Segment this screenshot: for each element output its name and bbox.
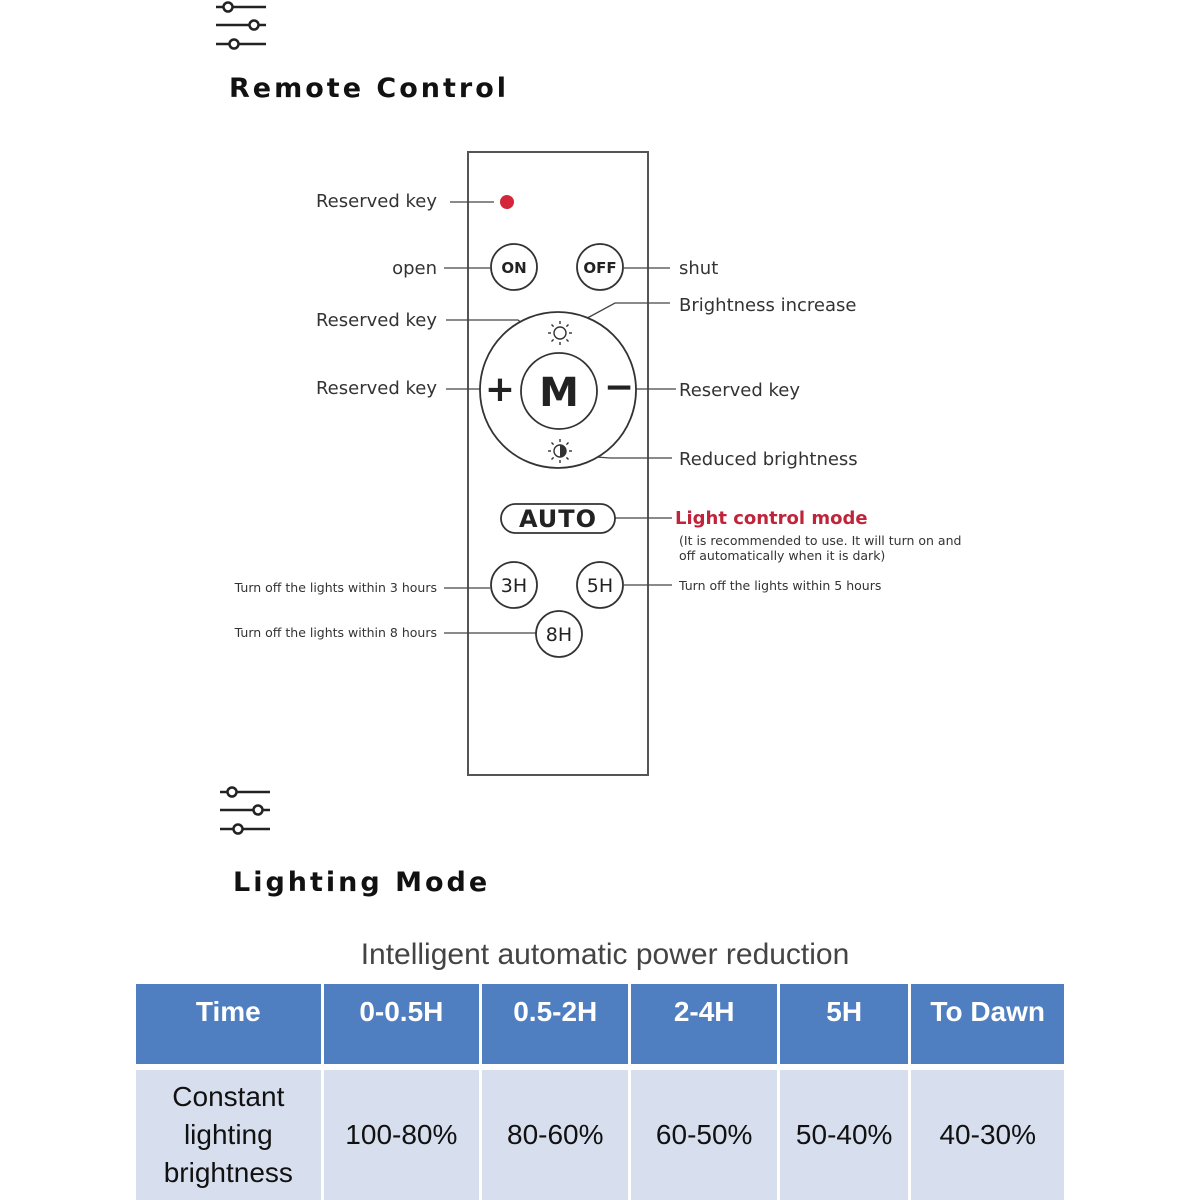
label-reserved-key-plus: Reserved key [315,378,437,399]
off-button[interactable] [577,244,623,290]
svg-text:3H: 3H [500,575,528,597]
table-cell: 50-40% [780,1070,909,1200]
sliders-icon [218,785,274,839]
svg-text:M: M [539,370,579,416]
label-shut: shut [679,258,719,279]
minus-button[interactable]: − [603,367,635,408]
svg-text:8H: 8H [545,624,573,646]
timer-5h-button[interactable] [577,562,623,608]
remote-control-title: Remote Control [229,73,510,104]
row-label-line: lighting [183,1119,273,1150]
table-header-cell: 0-0.5H [324,984,479,1070]
table-header-cell: 2-4H [631,984,776,1070]
label-brightness-increase: Brightness increase [679,295,857,316]
label-off-5h: Turn off the lights within 5 hours [679,578,882,593]
table-cell: 40-30% [911,1070,1064,1200]
table-header-cell: Time [136,984,321,1070]
plus-button[interactable]: + [484,369,516,410]
label-reduced-brightness: Reduced brightness [679,449,858,470]
timer-3h-button[interactable] [491,562,537,608]
label-off-8h: Turn off the lights within 8 hours [234,625,437,640]
label-auto-note-2: off automatically when it is dark) [679,548,886,563]
mode-button[interactable] [521,353,597,429]
svg-text:5H: 5H [586,575,614,597]
label-open: open [392,258,437,279]
svg-text:OFF: OFF [583,259,617,277]
table-row [136,1070,1064,1200]
table-header-cell: To Dawn [911,984,1064,1070]
table-header-cell: 5H [780,984,909,1070]
svg-text:AUTO: AUTO [518,505,598,533]
label-reserved-key-m: Reserved key [315,310,437,331]
auto-button[interactable] [501,504,615,533]
power-reduction-title: Intelligent automatic power reduction [360,938,850,971]
row-label-line: Constant [172,1081,285,1112]
timer-8h-button[interactable] [536,611,582,657]
svg-text:ON: ON [501,259,527,277]
on-button[interactable] [491,244,537,290]
label-light-control-mode: Light control mode [675,508,868,529]
row-label-line: brightness [163,1157,293,1188]
lighting-mode-title: Lighting Mode [233,867,491,898]
label-off-3h: Turn off the lights within 3 hours [234,580,437,595]
table-cell: 60-50% [631,1070,776,1200]
power-reduction-table [133,984,1067,1200]
label-reserved-key-minus: Reserved key [679,380,801,401]
label-reserved-key-top: Reserved key [315,191,437,212]
reserved-key-indicator[interactable] [500,195,514,209]
table-header-cell: 0.5-2H [482,984,628,1070]
table-cell: 100-80% [324,1070,479,1200]
table-cell: 80-60% [482,1070,628,1200]
row-label-cell [136,1070,321,1200]
label-auto-note-1: (It is recommended to use. It will turn on and [679,533,962,548]
table-header-row [136,984,1064,1070]
